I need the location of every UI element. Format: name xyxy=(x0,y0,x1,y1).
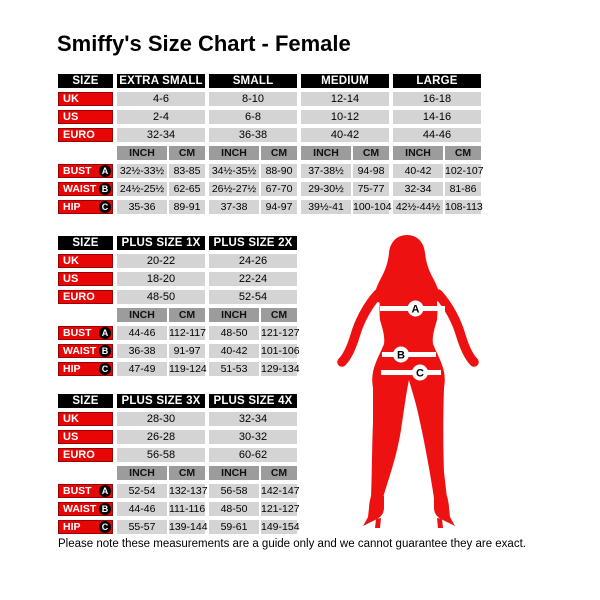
measure-label: WAIST xyxy=(63,345,97,357)
measure-value-cell: 42½-44½ xyxy=(393,200,443,214)
size-table-2 xyxy=(58,236,300,380)
region-label-cell: US xyxy=(58,430,113,444)
measure-marker-badge: A xyxy=(99,327,111,339)
table-header-row xyxy=(58,74,481,88)
size-header-cell: SIZE xyxy=(58,74,113,88)
measure-value-cell: 102-107 xyxy=(445,165,484,177)
measure-value-cell: 32½-33½ xyxy=(117,164,167,178)
unit-header-cm: CM xyxy=(353,146,389,160)
region-label-cell: UK xyxy=(58,92,113,106)
column-header-cell: PLUS SIZE 3X xyxy=(117,394,205,408)
region-row xyxy=(58,110,481,124)
measure-value-cell: 37-38½ xyxy=(301,164,351,178)
measure-value-cell: 26½-27½ xyxy=(209,182,259,196)
measure-value-cell: 40-42 xyxy=(209,344,259,358)
region-value-cell: 32-34 xyxy=(209,412,297,426)
region-label-cell: US xyxy=(58,272,113,286)
region-value-cell: 20-22 xyxy=(117,254,205,268)
measure-value-cell: 39½-41 xyxy=(301,200,351,214)
region-value-cell: 12-14 xyxy=(301,92,389,106)
region-value-cell: 22-24 xyxy=(209,272,297,286)
measure-label: HIP xyxy=(63,363,81,375)
measure-marker-badge: C xyxy=(99,201,111,213)
column-header-cell: PLUS SIZE 1X xyxy=(117,236,205,250)
measure-label-cell xyxy=(58,520,113,534)
measure-row xyxy=(58,484,300,498)
region-row xyxy=(58,128,481,142)
measure-row xyxy=(58,502,300,516)
measure-value-cell: 56-58 xyxy=(209,484,259,498)
measure-label: WAIST xyxy=(63,183,97,195)
measure-marker-badge: A xyxy=(99,485,111,497)
measure-value-cell: 52-54 xyxy=(117,484,167,498)
column-header-cell: MEDIUM xyxy=(301,74,389,88)
unit-header-row xyxy=(58,308,297,322)
column-header-cell: SMALL xyxy=(209,74,297,88)
measure-marker-badge: A xyxy=(99,165,111,177)
region-value-cell: 48-50 xyxy=(117,290,205,304)
size-table-1 xyxy=(58,74,484,218)
unit-header-cm: CM xyxy=(169,466,205,480)
size-header-cell: SIZE xyxy=(58,394,113,408)
unit-header-inch: INCH xyxy=(393,146,443,160)
measure-value-cell: 121-127 xyxy=(261,327,300,339)
measure-row xyxy=(58,326,300,340)
measure-value-cell: 75-77 xyxy=(353,182,389,196)
region-value-cell: 14-16 xyxy=(393,110,481,124)
region-label-cell: UK xyxy=(58,254,113,268)
measure-value-cell: 139-144 xyxy=(169,521,208,533)
region-value-cell: 8-10 xyxy=(209,92,297,106)
unit-header-cm: CM xyxy=(445,146,481,160)
measure-value-cell: 48-50 xyxy=(209,326,259,340)
region-value-cell: 52-54 xyxy=(209,290,297,304)
region-value-cell: 4-6 xyxy=(117,92,205,106)
measure-value-cell: 47-49 xyxy=(117,362,167,376)
unit-header-inch: INCH xyxy=(117,466,167,480)
measure-marker-badge: C xyxy=(99,521,111,533)
column-header-cell: PLUS SIZE 2X xyxy=(209,236,297,250)
measure-value-cell: 24½-25½ xyxy=(117,182,167,196)
region-row xyxy=(58,448,297,462)
measure-label-cell xyxy=(58,344,113,358)
measure-label: HIP xyxy=(63,521,81,533)
measure-marker-badge: B xyxy=(99,503,111,515)
figure-right-foot xyxy=(434,496,455,526)
unit-header-cm: CM xyxy=(261,146,297,160)
measure-label-cell xyxy=(58,164,113,178)
column-header-cell: LARGE xyxy=(393,74,481,88)
measure-label-cell xyxy=(58,362,113,376)
region-value-cell: 18-20 xyxy=(117,272,205,286)
measure-label: BUST xyxy=(63,165,92,177)
table-header-row xyxy=(58,394,297,408)
measure-row xyxy=(58,520,300,534)
unit-header-inch: INCH xyxy=(209,466,259,480)
measure-value-cell: 119-124 xyxy=(169,363,207,375)
measure-value-cell: 94-98 xyxy=(353,164,389,178)
measure-value-cell: 111-116 xyxy=(169,503,206,515)
region-row xyxy=(58,290,297,304)
measure-row xyxy=(58,344,300,358)
region-row xyxy=(58,272,297,286)
unit-row-spacer xyxy=(58,466,113,480)
unit-header-row xyxy=(58,466,297,480)
measure-marker-badge: B xyxy=(99,345,111,357)
measure-value-cell: 44-46 xyxy=(117,502,167,516)
region-value-cell: 60-62 xyxy=(209,448,297,462)
region-row xyxy=(58,254,297,268)
measure-label-cell xyxy=(58,182,113,196)
region-label-cell: EURO xyxy=(58,448,113,462)
unit-header-inch: INCH xyxy=(209,308,259,322)
measure-value-cell: 94-97 xyxy=(261,200,297,214)
measure-value-cell: 51-53 xyxy=(209,362,259,376)
region-value-cell: 32-34 xyxy=(117,128,205,142)
region-value-cell: 30-32 xyxy=(209,430,297,444)
measure-label-cell xyxy=(58,484,113,498)
hip-band xyxy=(381,370,441,375)
measure-value-cell: 108-113 xyxy=(445,201,483,213)
figure-left-foot xyxy=(363,496,384,526)
measure-row xyxy=(58,164,484,178)
measure-value-cell: 29-30½ xyxy=(301,182,351,196)
measure-value-cell: 129-134 xyxy=(261,363,300,375)
measure-value-cell: 44-46 xyxy=(117,326,167,340)
region-label-cell: UK xyxy=(58,412,113,426)
region-label-cell: EURO xyxy=(58,128,113,142)
table-header-row xyxy=(58,236,297,250)
region-value-cell: 36-38 xyxy=(209,128,297,142)
region-value-cell: 24-26 xyxy=(209,254,297,268)
hip-band-letter: C xyxy=(416,367,424,380)
column-header-cell: PLUS SIZE 4X xyxy=(209,394,297,408)
region-row xyxy=(58,430,297,444)
measure-value-cell: 62-65 xyxy=(169,182,205,196)
measure-value-cell: 112-117 xyxy=(169,327,206,339)
unit-header-cm: CM xyxy=(169,308,205,322)
region-value-cell: 16-18 xyxy=(393,92,481,106)
region-value-cell: 56-58 xyxy=(117,448,205,462)
measure-label: WAIST xyxy=(63,503,97,515)
measure-value-cell: 121-127 xyxy=(261,503,300,515)
region-value-cell: 6-8 xyxy=(209,110,297,124)
unit-header-row xyxy=(58,146,481,160)
unit-header-cm: CM xyxy=(169,146,205,160)
column-header-cell: EXTRA SMALL xyxy=(117,74,205,88)
region-value-cell: 40-42 xyxy=(301,128,389,142)
measure-value-cell: 100-104 xyxy=(353,201,392,213)
disclaimer-note: Please note these measurements are a guide only and we cannot guarantee they are exact. xyxy=(58,538,526,550)
unit-header-inch: INCH xyxy=(209,146,259,160)
measure-value-cell: 83-85 xyxy=(169,164,205,178)
measure-marker-badge: C xyxy=(99,363,111,375)
measure-value-cell: 81-86 xyxy=(445,182,481,196)
measure-value-cell: 55-57 xyxy=(117,520,167,534)
region-value-cell: 2-4 xyxy=(117,110,205,124)
measure-value-cell: 67-70 xyxy=(261,182,297,196)
unit-header-inch: INCH xyxy=(117,308,167,322)
figure-right-arm xyxy=(438,294,474,362)
region-value-cell: 28-30 xyxy=(117,412,205,426)
measure-label-cell xyxy=(58,502,113,516)
measure-value-cell: 32-34 xyxy=(393,182,443,196)
measure-label-cell xyxy=(58,200,113,214)
measure-value-cell: 36-38 xyxy=(117,344,167,358)
measure-label: BUST xyxy=(63,327,92,339)
measure-value-cell: 91-97 xyxy=(169,344,205,358)
figure-left-arm xyxy=(342,294,378,362)
measure-value-cell: 149-154 xyxy=(261,521,300,533)
measure-label-cell xyxy=(58,326,113,340)
measure-row xyxy=(58,182,481,196)
measure-value-cell: 40-42 xyxy=(393,164,443,178)
measure-label: BUST xyxy=(63,485,92,497)
size-header-cell: SIZE xyxy=(58,236,113,250)
unit-header-inch: INCH xyxy=(117,146,167,160)
region-row xyxy=(58,412,297,426)
measure-row xyxy=(58,362,300,376)
measure-row xyxy=(58,200,481,214)
unit-header-cm: CM xyxy=(261,466,297,480)
measure-value-cell: 35-36 xyxy=(117,200,167,214)
bust-band-letter: A xyxy=(411,303,420,316)
region-label-cell: US xyxy=(58,110,113,124)
measure-marker-badge: B xyxy=(99,183,111,195)
silhouette-shapes xyxy=(342,235,474,528)
unit-header-inch: INCH xyxy=(301,146,351,160)
measure-value-cell: 59-61 xyxy=(209,520,259,534)
measure-value-cell: 132-137 xyxy=(169,485,208,497)
region-value-cell: 26-28 xyxy=(117,430,205,444)
measure-value-cell: 34½-35½ xyxy=(209,164,259,178)
region-value-cell: 44-46 xyxy=(393,128,481,142)
unit-row-spacer xyxy=(58,308,113,322)
size-table-3 xyxy=(58,394,300,538)
measure-label: HIP xyxy=(63,201,81,213)
measure-value-cell: 101-106 xyxy=(261,345,300,357)
unit-row-spacer xyxy=(58,146,113,160)
unit-header-cm: CM xyxy=(261,308,297,322)
measure-value-cell: 37-38 xyxy=(209,200,259,214)
waist-band-letter: B xyxy=(397,349,405,362)
measure-value-cell: 48-50 xyxy=(209,502,259,516)
measure-value-cell: 88-90 xyxy=(261,164,297,178)
region-value-cell: 10-12 xyxy=(301,110,389,124)
region-label-cell: EURO xyxy=(58,290,113,304)
region-row xyxy=(58,92,481,106)
measure-value-cell: 142-147 xyxy=(261,485,300,497)
measure-value-cell: 89-91 xyxy=(169,200,205,214)
female-silhouette-figure xyxy=(330,230,485,530)
figure-torso-legs xyxy=(371,286,447,499)
page-title: Smiffy's Size Chart - Female xyxy=(57,31,351,56)
